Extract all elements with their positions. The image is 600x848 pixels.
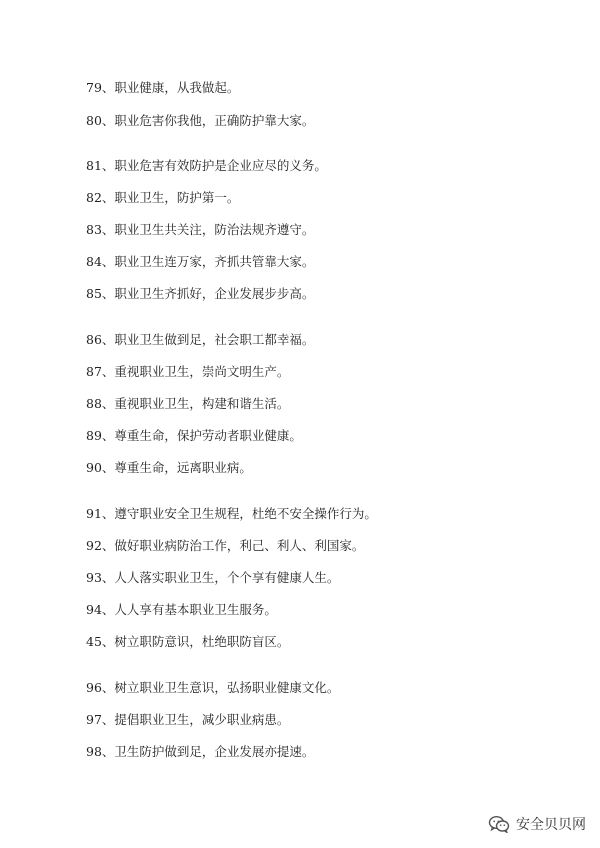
slogan-line: 92、做好职业病防治工作，利己、利人、利国家。 — [86, 538, 365, 553]
watermark-text: 安全贝贝网 — [516, 817, 586, 833]
slogan-line: 97、提倡职业卫生，减少职业病患。 — [86, 712, 290, 727]
watermark — [488, 814, 586, 834]
slogan-line: 96、树立职业卫生意识，弘扬职业健康文化。 — [86, 680, 340, 695]
slogan-line: 94、人人享有基本职业卫生服务。 — [86, 602, 277, 617]
slogan-line: 88、重视职业卫生，构建和谐生活。 — [86, 396, 290, 411]
wechat-icon — [488, 815, 510, 833]
slogan-line: 79、职业健康，从我做起。 — [86, 80, 240, 95]
slogan-line: 98、卫生防护做到足，企业发展亦提速。 — [86, 744, 315, 759]
slogan-line: 83、职业卫生共关注，防治法规齐遵守。 — [86, 222, 315, 237]
slogan-line: 85、职业卫生齐抓好，企业发展步步高。 — [86, 286, 315, 301]
slogan-line: 89、尊重生命，保护劳动者职业健康。 — [86, 428, 302, 443]
slogan-line: 86、职业卫生做到足，社会职工都幸福。 — [86, 332, 315, 347]
slogan-line: 87、重视职业卫生，崇尚文明生产。 — [86, 364, 290, 379]
slogan-line: 45、树立职防意识，杜绝职防盲区。 — [86, 634, 290, 649]
slogan-line: 93、人人落实职业卫生，个个享有健康人生。 — [86, 570, 340, 585]
slogan-line: 91、遵守职业安全卫生规程，杜绝不安全操作行为。 — [86, 506, 377, 521]
slogan-line: 82、职业卫生，防护第一。 — [86, 190, 240, 205]
slogan-line: 81、职业危害有效防护是企业应尽的义务。 — [86, 158, 327, 173]
slogan-line: 84、职业卫生连万家，齐抓共管靠大家。 — [86, 254, 315, 269]
slogan-line: 80、职业危害你我他，正确防护靠大家。 — [86, 113, 315, 128]
slogan-line: 90、尊重生命，远离职业病。 — [86, 460, 252, 475]
